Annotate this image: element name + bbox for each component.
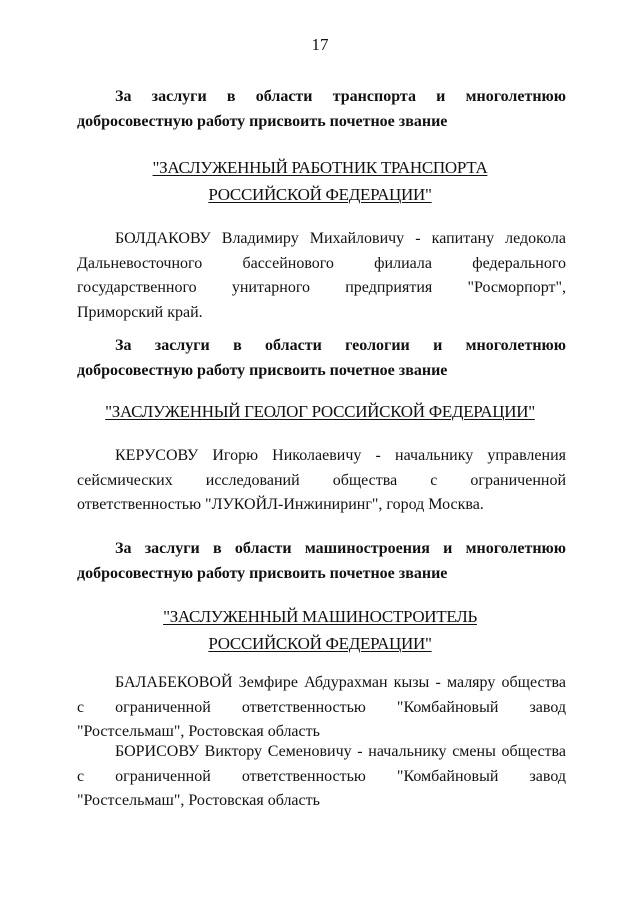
awardee-line: с ограниченной ответственностью "Комбайновый завод [77,767,566,785]
honorary-title-transport [0,154,640,208]
awardee-line: "Ростсельмаш", Ростовская область [77,792,320,809]
awardee-balabekova [77,671,566,745]
decree-text-geology [77,334,566,383]
decree-line: За заслуги в области транспорта и многолетнюю [115,88,566,105]
decree-text-machine-building [77,537,566,586]
awardee-kerusov [77,444,566,518]
decree-line: добросовестную работу присвоить почетное звание [77,564,448,582]
title-line: "ЗАСЛУЖЕННЫЙ ГЕОЛОГ РОССИЙСКОЙ ФЕДЕРАЦИИ" [105,402,535,421]
title-line: РОССИЙСКОЙ ФЕДЕРАЦИИ" [208,634,432,653]
awardee-line: государственного унитарного предприятия "Росморпорт", [77,279,566,296]
awardee-line: БОЛДАКОВУ Владимиру Михайловичу - капитану ледокола [115,230,566,247]
awardee-line: Дальневосточного бассейнового филиала федерального [77,254,566,272]
awardee-line: БОРИСОВУ Виктору Семеновичу - начальнику смены общества [115,743,566,760]
title-line: "ЗАСЛУЖЕННЫЙ РАБОТНИК ТРАНСПОРТА [152,158,488,177]
awardee-line: с ограниченной ответственностью "Комбайновый завод [77,698,566,716]
awardee-line: Приморский край. [77,303,203,321]
decree-line: добросовестную работу присвоить почетное звание [77,361,448,379]
decree-line: За заслуги в области машиностроения и многолетнюю [115,540,566,557]
awardee-line: "Ростсельмаш", Ростовская область [77,723,320,740]
title-line: РОССИЙСКОЙ ФЕДЕРАЦИИ" [208,185,432,204]
awardee-borisov [77,740,566,814]
awardee-line: БАЛАБЕКОВОЙ Земфире Абдурахман кызы - маляру общества [115,674,566,691]
awardee-line: ответственностью "ЛУКОЙЛ-Инжиниринг", город Москва. [77,496,484,513]
page-number: 17 [311,35,329,54]
awardee-line: сейсмических исследований общества с ограниченной [77,471,566,489]
decree-line: За заслуги в области геологии и многолетнюю [115,337,566,354]
honorary-title-geology [0,398,640,425]
title-line: "ЗАСЛУЖЕННЫЙ МАШИНОСТРОИТЕЛЬ [163,607,477,626]
decree-line: добросовестную работу присвоить почетное звание [77,112,448,130]
decree-text-transport [77,85,566,134]
awardee-line: КЕРУСОВУ Игорю Николаевичу - начальнику управления [115,447,566,464]
honorary-title-machine-building [0,603,640,657]
awardee-boldakov [77,227,566,325]
